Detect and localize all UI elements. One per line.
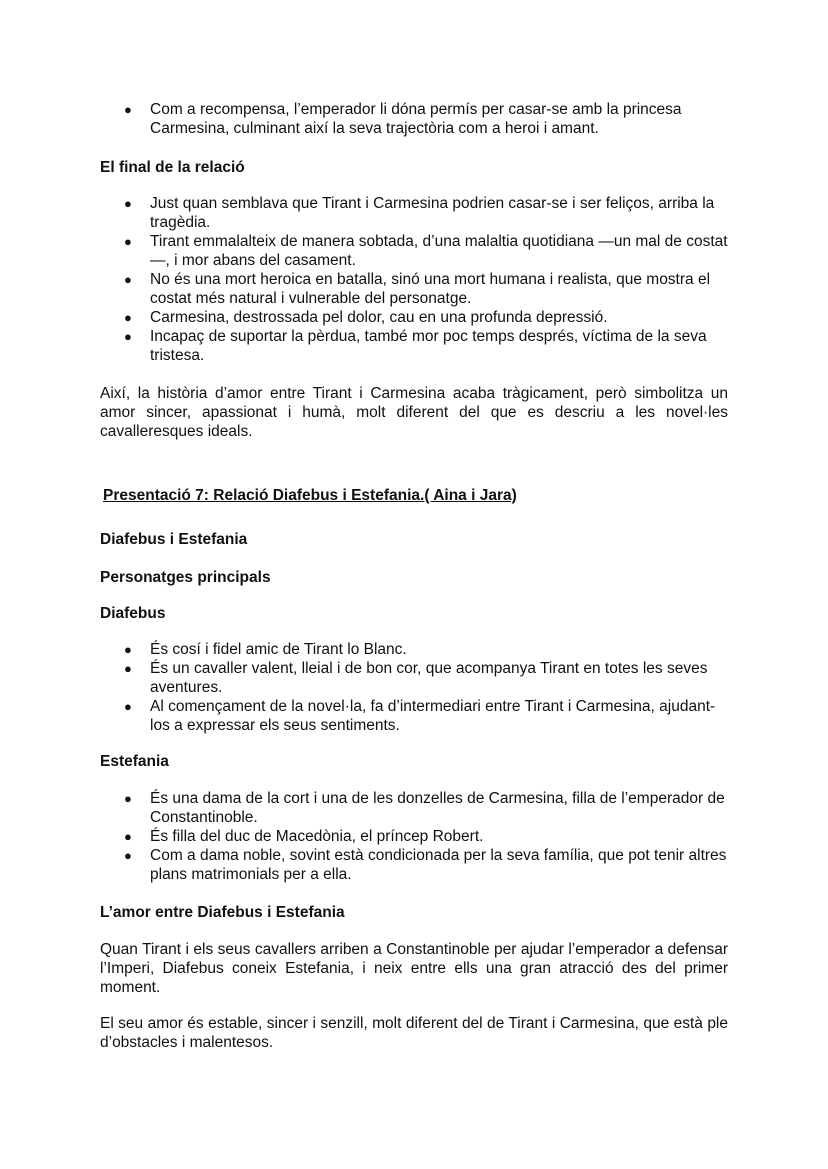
presentation-title-block [103, 486, 731, 506]
bullet-icon: ● [124, 234, 132, 249]
bullet-icon: ● [124, 196, 132, 211]
diafebus-heading-block [100, 604, 728, 624]
intro-bullet-list [100, 100, 728, 138]
intro-section [100, 100, 728, 138]
section-heading: Diafebus i Estefania [100, 531, 248, 548]
list-item: ● És filla del duc de Macedònia, el príncep Robert. [124, 828, 484, 845]
bullet-icon: ● [124, 699, 132, 714]
bullet-icon: ● [124, 848, 132, 863]
final-section [100, 158, 728, 178]
list-item: ● Com a recompensa, l’emperador li dóna permís per casar-se amb la princesa Carmesina, culminant així la seva trajectòria com a heroi i amant. [124, 101, 682, 137]
final-paragraph-block [100, 384, 728, 441]
section-heading: Estefania [100, 753, 169, 770]
section-heading: Personatges principals [100, 569, 271, 586]
love-paragraph-1-block [100, 940, 728, 997]
diafebus-bullet-list [100, 640, 728, 735]
subtitle-block [100, 530, 728, 550]
list-item: ● Just quan semblava que Tirant i Carmesina podrien casar-se i ser feliços, arriba la tragèdia. [124, 195, 715, 231]
bullet-icon: ● [124, 310, 132, 325]
love-heading-block [100, 903, 728, 923]
presentation-title: Presentació 7: Relació Diafebus i Estefania.( Aina i Jara) [103, 487, 517, 504]
estefania-bullet-list [100, 789, 728, 884]
bullet-icon: ● [124, 272, 132, 287]
bullet-icon: ● [124, 829, 132, 844]
bullet-icon: ● [124, 642, 132, 657]
bullet-icon: ● [124, 329, 132, 344]
list-item: ● És un cavaller valent, lleial i de bon cor, que acompanya Tirant en totes les seves aventures. [124, 660, 708, 696]
final-bullet-list [100, 194, 728, 365]
final-bullets [100, 194, 728, 365]
list-item: ● Carmesina, destrossada pel dolor, cau en una profunda depressió. [124, 309, 608, 326]
bullet-icon: ● [124, 791, 132, 806]
section-heading: El final de la relació [100, 159, 245, 176]
diafebus-bullets [100, 640, 728, 735]
list-item: ● Incapaç de suportar la pèrdua, també mor poc temps després, víctima de la seva tristesa. [124, 328, 707, 364]
list-item: ● Com a dama noble, sovint està condicionada per la seva família, que pot tenir altres plans matrimonials per a ella. [124, 847, 727, 883]
section-heading: L’amor entre Diafebus i Estefania [100, 904, 345, 921]
section-heading: Diafebus [100, 605, 166, 622]
love-paragraph-2-block [100, 1014, 728, 1052]
list-item: ● És una dama de la cort i una de les donzelles de Carmesina, filla de l’emperador de Constantinoble. [124, 790, 725, 826]
characters-heading-block [100, 568, 728, 588]
body-paragraph: El seu amor és estable, sincer i senzill, molt diferent del de Tirant i Carmesina, que està ple d’obstacles i malentesos. [100, 1015, 728, 1051]
list-item: ● Tirant emmalalteix de manera sobtada, d’una malaltia quotidiana —un mal de costat—, i mor abans del casament. [124, 233, 728, 269]
list-item: ● No és una mort heroica en batalla, sinó una mort humana i realista, que mostra el costat més natural i vulnerable del personatge. [124, 271, 711, 307]
list-item: ● Al començament de la novel·la, fa d’intermediari entre Tirant i Carmesina, ajudant-los a expressar els seus sentiments. [124, 698, 716, 734]
estefania-bullets [100, 789, 728, 884]
estefania-heading-block [100, 752, 728, 772]
body-paragraph: Així, la història d’amor entre Tirant i Carmesina acaba tràgicament, però simbolitza un amor sincer, apassionat i humà, molt diferent del que es descriu a les novel·les cavalleresques ideals. [100, 385, 728, 440]
bullet-icon: ● [124, 661, 132, 676]
bullet-icon: ● [124, 102, 132, 117]
body-paragraph: Quan Tirant i els seus cavallers arriben a Constantinoble per ajudar l’emperador a defensar l’Imperi, Diafebus coneix Estefania, i neix entre ells una gran atracció des del primer moment. [100, 941, 728, 996]
list-item: ● És cosí i fidel amic de Tirant lo Blanc. [124, 641, 407, 658]
